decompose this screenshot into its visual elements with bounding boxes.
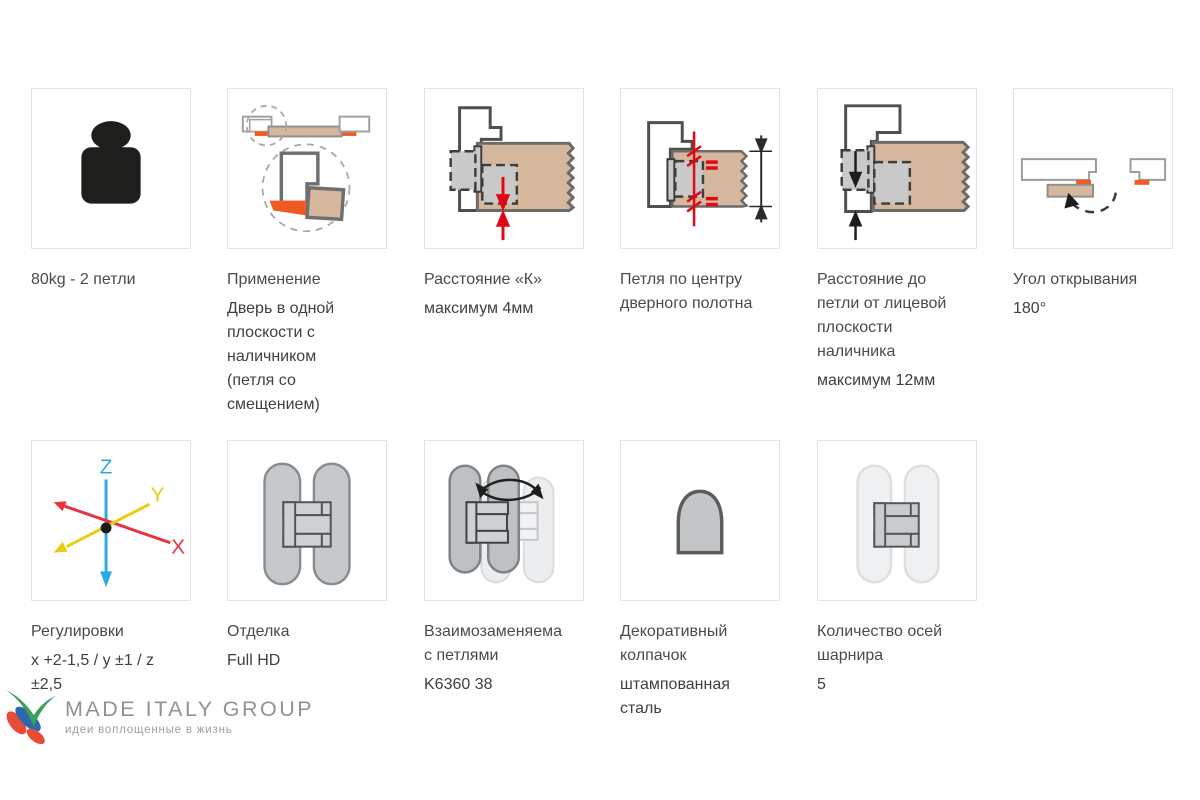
- card-value: Full HD: [227, 652, 281, 669]
- spec-card-finish: [227, 440, 387, 673]
- card-title: Отделка: [227, 623, 290, 640]
- hinge-center-icon: [621, 90, 779, 248]
- spec-card-axes-count: [817, 440, 977, 697]
- spec-icon-box: [424, 88, 584, 249]
- card-title: Декоративный колпачок: [620, 623, 728, 664]
- card-title: Применение: [227, 271, 321, 288]
- brand-logo-icon: [2, 686, 58, 750]
- door-application-icon: [228, 90, 386, 248]
- spec-icon-box: [620, 88, 780, 249]
- weight-icon: [32, 90, 190, 248]
- svg-text:X: X: [171, 535, 186, 559]
- adjustment-axes-icon: [32, 442, 190, 600]
- spec-card-hinge-offset: [817, 88, 977, 393]
- card-title: Взаимозаменяема с петлями: [424, 623, 562, 664]
- card-value: 180°: [1013, 300, 1047, 317]
- opening-angle-icon: [1014, 90, 1172, 248]
- card-title: Количество осей шарнира: [817, 623, 943, 664]
- spec-icon-box: [31, 440, 191, 601]
- gap-k-icon: [425, 90, 583, 248]
- decorative-cap-icon: [621, 442, 779, 600]
- spec-icon-box: [817, 88, 977, 249]
- spec-card-weight: [31, 88, 191, 292]
- card-value: штампованная сталь: [620, 676, 730, 717]
- spec-icon-box: [227, 88, 387, 249]
- card-value: x +2-1,5 / y ±1 / z ±2,5: [31, 652, 155, 693]
- brand-logo: [2, 686, 314, 750]
- spec-card-application: [227, 88, 387, 417]
- spec-icon-box: [620, 440, 780, 601]
- spec-card-gap-k: [424, 88, 584, 321]
- svg-text:Y: Y: [150, 482, 165, 506]
- brand-name: MADE ITALY GROUP: [65, 697, 315, 721]
- card-title: Петля по центру дверного полотна: [620, 271, 753, 312]
- spec-card-opening-angle: [1013, 88, 1173, 321]
- spec-icon-box: [31, 88, 191, 249]
- card-title: Угол открывания: [1013, 271, 1138, 288]
- card-value: Дверь в одной плоскости с наличником (петля со смещением): [227, 300, 335, 413]
- spec-card-hinge-center: [620, 88, 780, 316]
- hinge-axes-icon: [818, 442, 976, 600]
- spec-card-interchangeable: [424, 440, 584, 697]
- card-title: 80kg - 2 петли: [31, 271, 136, 288]
- card-title: Расстояние «К»: [424, 271, 542, 288]
- spec-card-adjustments: [31, 440, 191, 697]
- spec-icon-box: [227, 440, 387, 601]
- hinge-offset-icon: [818, 90, 976, 248]
- spec-icon-box: [817, 440, 977, 601]
- card-value: 5: [817, 676, 826, 693]
- spec-card-cap: [620, 440, 780, 721]
- spec-icon-box: [1013, 88, 1173, 249]
- card-value: максимум 4мм: [424, 300, 534, 317]
- card-value: K6360 38: [424, 676, 493, 693]
- card-value: максимум 12мм: [817, 372, 936, 389]
- interchangeable-hinges-icon: [425, 442, 583, 600]
- spec-icon-box: [424, 440, 584, 601]
- card-title: Регулировки: [31, 623, 124, 640]
- svg-text:Z: Z: [99, 455, 113, 479]
- card-title: Расстояние до петли от лицевой плоскости наличника: [817, 271, 947, 360]
- brand-tagline: идеи воплощенные в жизнь: [65, 724, 233, 736]
- hinge-finish-icon: [228, 442, 386, 600]
